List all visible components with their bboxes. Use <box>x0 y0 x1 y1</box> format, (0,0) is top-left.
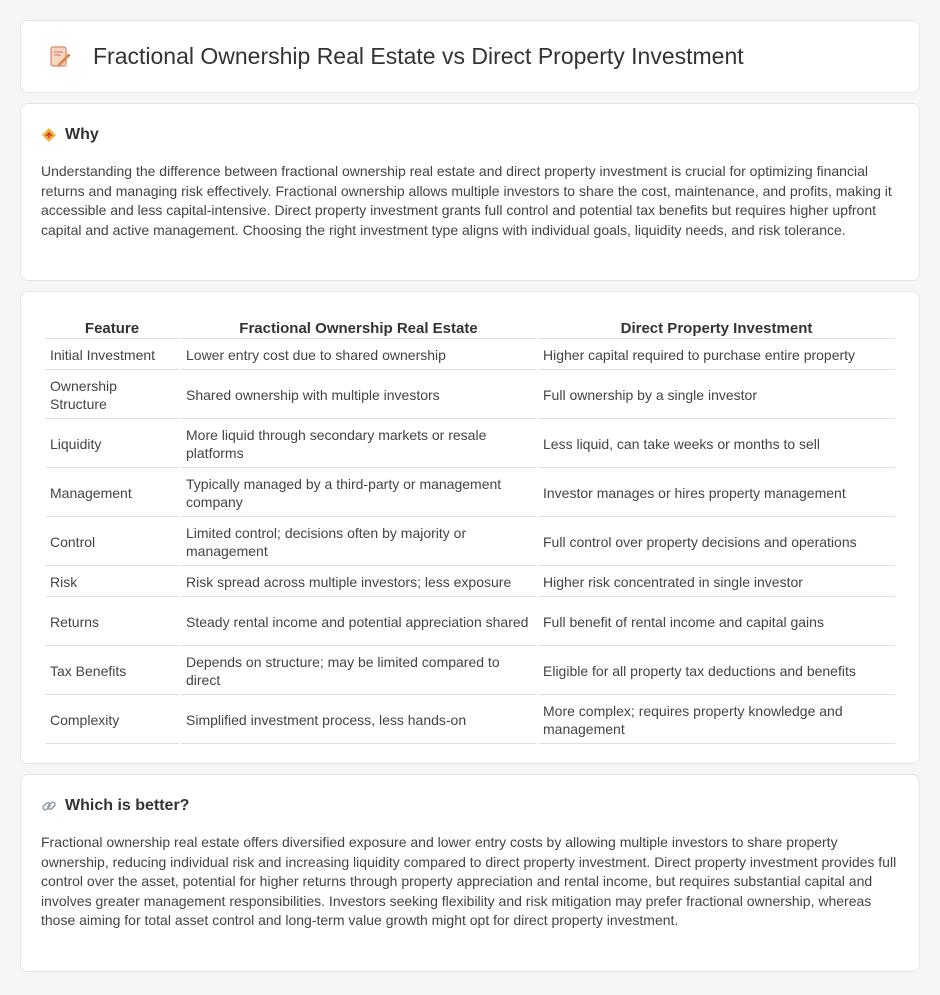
direct-cell: Full benefit of rental income and capital gains <box>538 599 895 646</box>
fractional-cell: Risk spread across multiple investors; less exposure <box>181 568 536 597</box>
table-row <box>45 470 895 517</box>
document-edit-icon <box>47 44 73 70</box>
fractional-cell: Limited control; decisions often by majority or management <box>181 519 536 566</box>
feature-cell: Risk <box>45 568 179 597</box>
comparison-table-card <box>20 291 920 764</box>
direct-cell: Full control over property decisions and operations <box>538 519 895 566</box>
comparison-table <box>43 314 897 746</box>
feature-cell: Tax Benefits <box>45 648 179 695</box>
fractional-cell: Lower entry cost due to shared ownership <box>181 341 536 370</box>
link-icon <box>41 798 57 814</box>
table-row <box>45 372 895 419</box>
feature-cell: Control <box>45 519 179 566</box>
table-row <box>45 697 895 744</box>
which-better-section <box>20 774 920 972</box>
table-row <box>45 341 895 370</box>
direct-cell: Full ownership by a single investor <box>538 372 895 419</box>
better-text: Fractional ownership real estate offers diversified exposure and lower entry costs by allowing multiple investors to share property ownership, reducing individual risk and increasing liquidity compared to direct property investment. Direct property investment provides full control over the asset, potential for higher returns through property appreciation and rental income, but requires substantial capital and involves greater management responsibilities. Investors seeking flexibility and risk mitigation may prefer fractional ownership, whereas those aiming for total asset control and long-term value growth might opt for direct property investment. <box>41 834 897 928</box>
fractional-cell: Shared ownership with multiple investors <box>181 372 536 419</box>
diamond-sign-icon <box>41 127 57 143</box>
direct-cell: More complex; requires property knowledge and management <box>538 697 895 744</box>
why-title: Why <box>65 126 99 143</box>
fractional-cell: Steady rental income and potential appreciation shared <box>181 599 536 646</box>
feature-cell: Complexity <box>45 697 179 744</box>
table-row <box>45 599 895 646</box>
table-row <box>45 568 895 597</box>
title-card <box>20 20 920 93</box>
feature-cell: Returns <box>45 599 179 646</box>
table-header-row <box>45 316 895 339</box>
feature-cell: Initial Investment <box>45 341 179 370</box>
why-text: Understanding the difference between fractional ownership real estate and direct property investment is crucial for optimizing financial returns and managing risk effectively. Fractional ownership allows multiple investors to share the cost, maintenance, and profits, making it accessible and less capital-intensive. Direct property investment grants full control and potential tax benefits but requires higher upfront capital and active management. Choosing the right investment type aligns with individual goals, liquidity needs, and risk tolerance. <box>41 163 892 238</box>
direct-cell: Eligible for all property tax deductions and benefits <box>538 648 895 695</box>
page-title: Fractional Ownership Real Estate vs Direct Property Investment <box>93 43 744 69</box>
header-fractional: Fractional Ownership Real Estate <box>181 316 536 339</box>
fractional-cell: Simplified investment process, less hands-on <box>181 697 536 744</box>
direct-cell: Less liquid, can take weeks or months to sell <box>538 421 895 468</box>
fractional-cell: Typically managed by a third-party or management company <box>181 470 536 517</box>
direct-cell: Higher risk concentrated in single investor <box>538 568 895 597</box>
direct-cell: Investor manages or hires property management <box>538 470 895 517</box>
fractional-cell: More liquid through secondary markets or resale platforms <box>181 421 536 468</box>
why-section <box>20 103 920 281</box>
header-direct: Direct Property Investment <box>538 316 895 339</box>
feature-cell: Liquidity <box>45 421 179 468</box>
feature-cell: Management <box>45 470 179 517</box>
table-row <box>45 648 895 695</box>
table-row <box>45 519 895 566</box>
fractional-cell: Depends on structure; may be limited compared to direct <box>181 648 536 695</box>
why-header <box>41 126 899 144</box>
direct-cell: Higher capital required to purchase entire property <box>538 341 895 370</box>
better-header <box>41 797 899 815</box>
table-row <box>45 421 895 468</box>
feature-cell: Ownership Structure <box>45 372 179 419</box>
header-feature: Feature <box>45 316 179 339</box>
better-title: Which is better? <box>65 797 190 814</box>
